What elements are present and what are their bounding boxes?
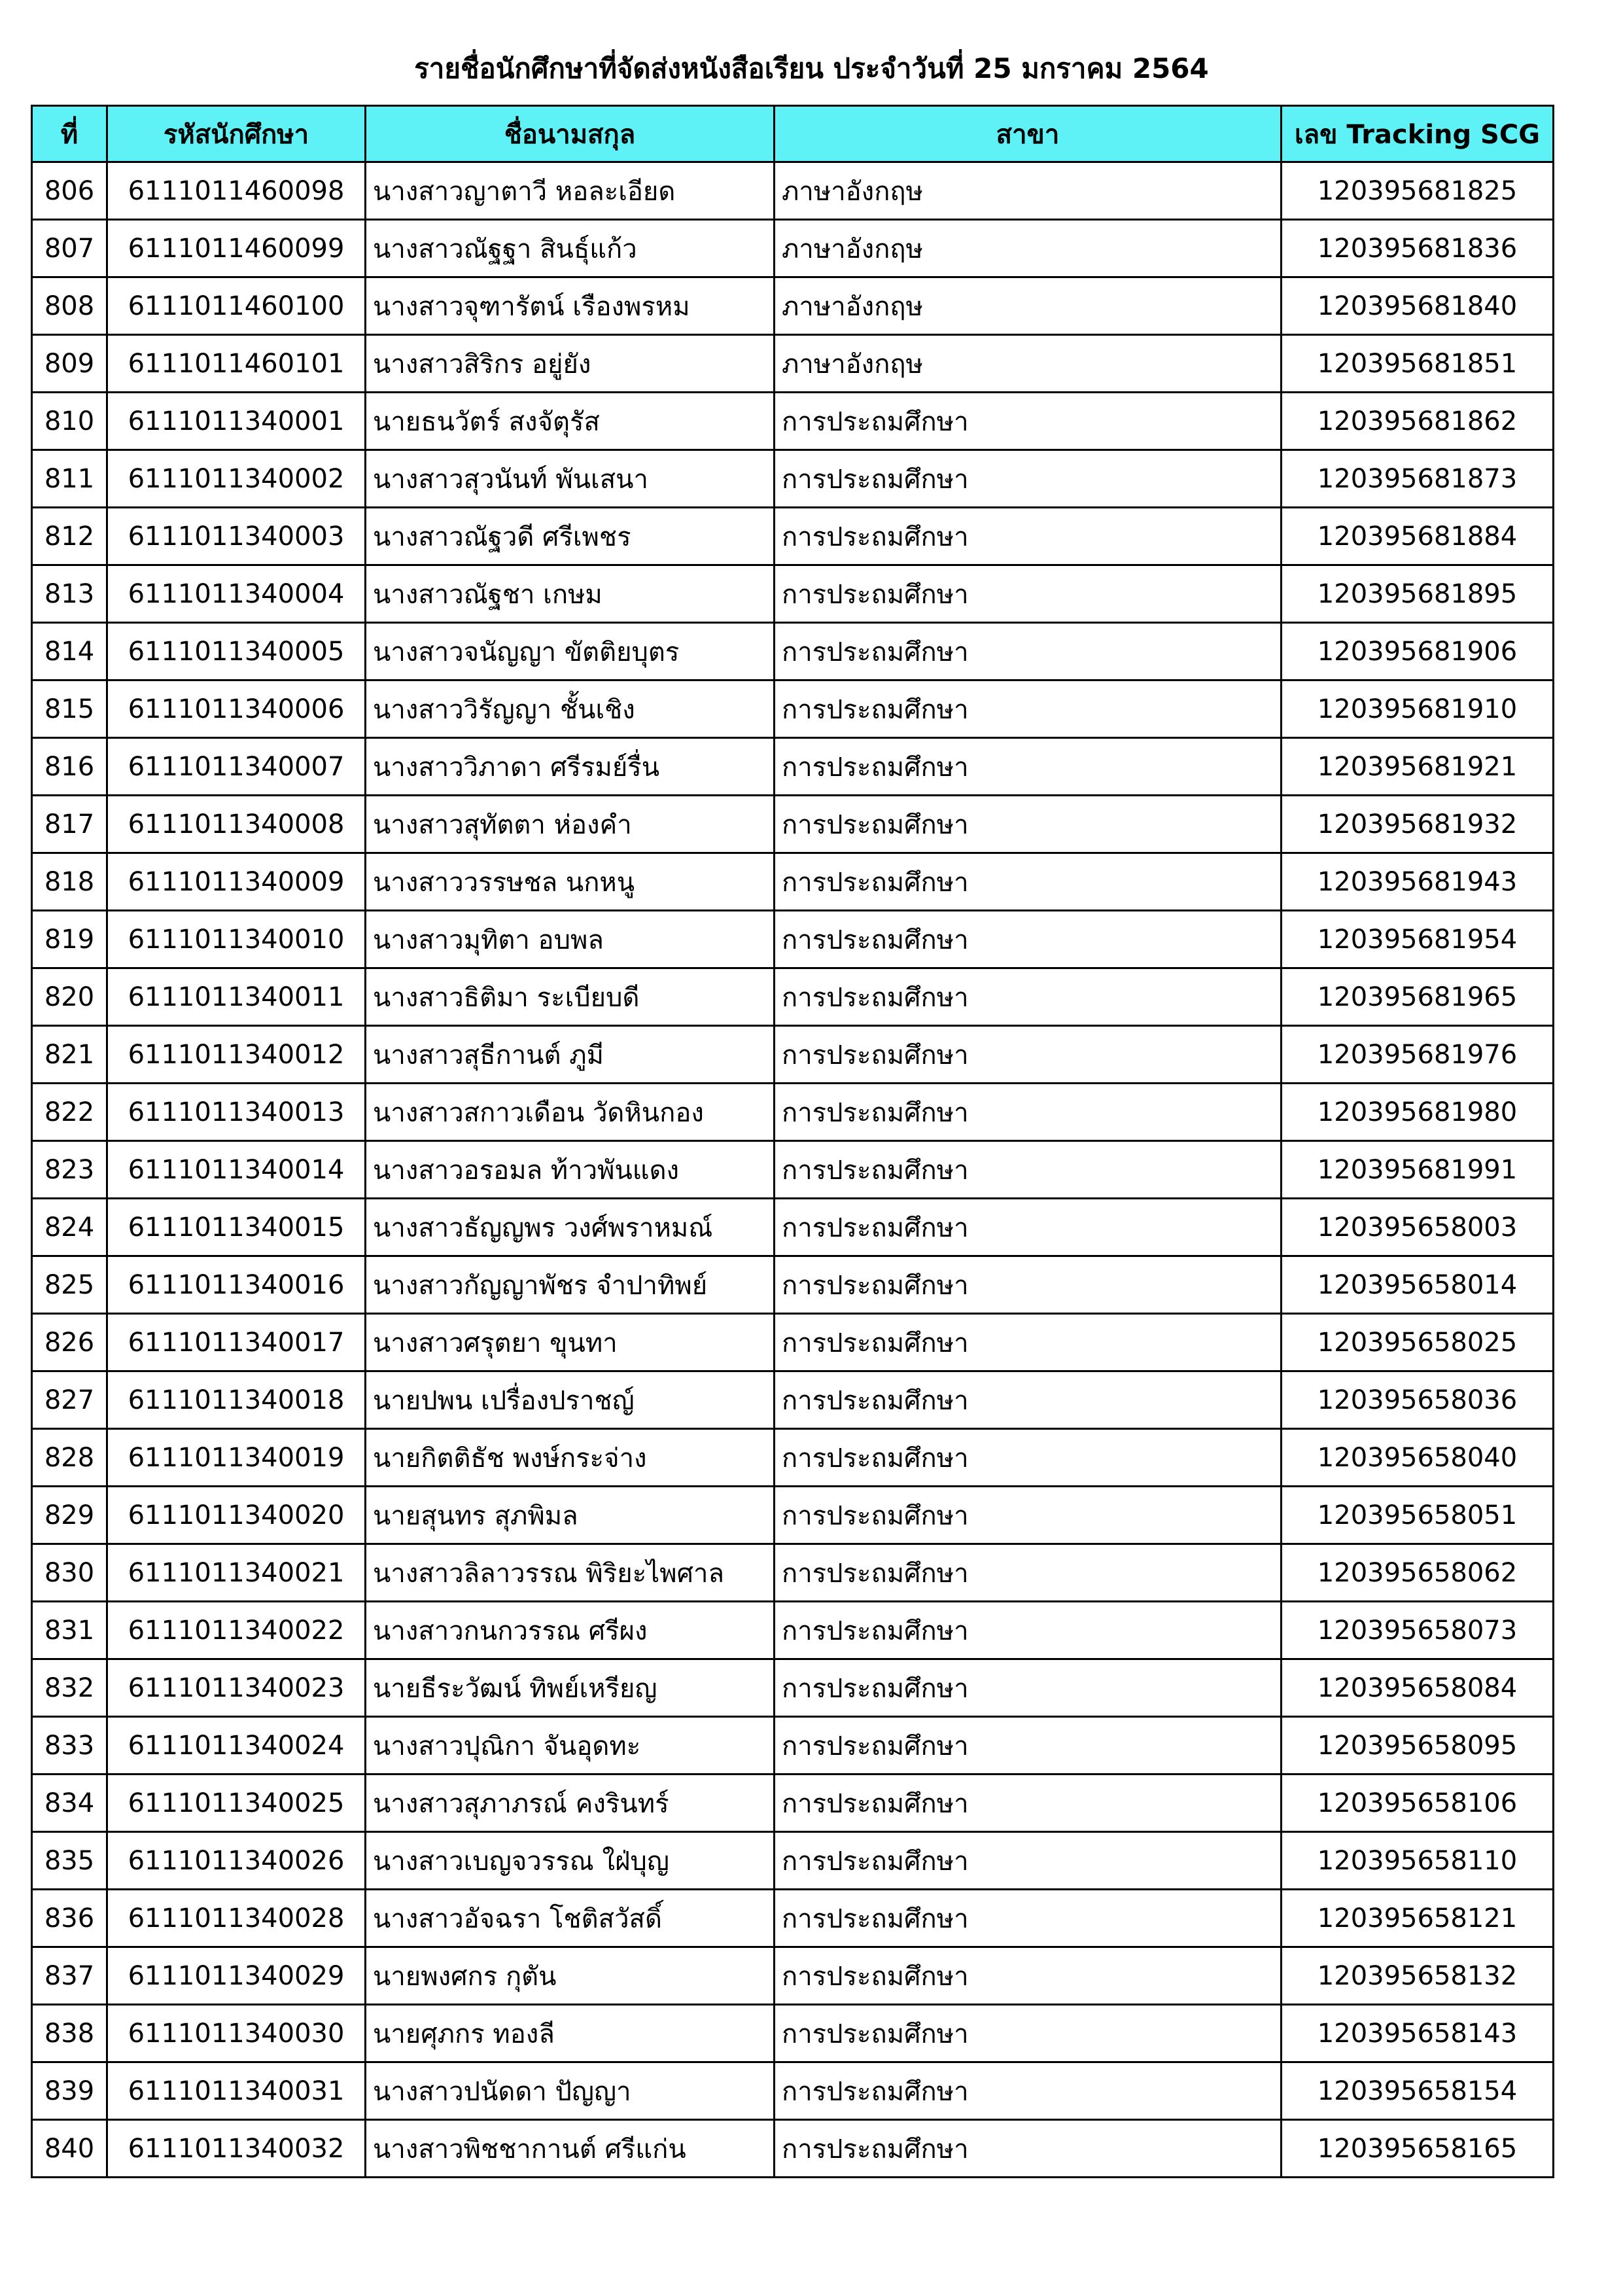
full-name: นางสาวอัจฉรา โชติสวัสดิ์ — [366, 1890, 775, 1947]
column-header-number: ที่ — [32, 106, 107, 162]
major: การประถมศึกษา — [775, 1371, 1282, 1429]
tracking-number: 120395658025 — [1282, 1314, 1554, 1371]
student-id: 6111011340030 — [107, 2005, 366, 2062]
row-number: 810 — [32, 393, 107, 450]
full-name: นางสาวจุฑารัตน์ เรืองพรหม — [366, 277, 775, 335]
major: ภาษาอังกฤษ — [775, 220, 1282, 277]
tracking-number: 120395681921 — [1282, 738, 1554, 796]
full-name: นายธีระวัฒน์ ทิพย์เหรียญ — [366, 1659, 775, 1717]
row-number: 807 — [32, 220, 107, 277]
student-id: 6111011340005 — [107, 623, 366, 680]
table-row — [32, 1141, 1554, 1199]
tracking-number: 120395658121 — [1282, 1890, 1554, 1947]
table-row — [32, 911, 1554, 968]
major: การประถมศึกษา — [775, 1890, 1282, 1947]
table-row — [32, 565, 1554, 623]
full-name: นางสาวลิลาวรรณ พิริยะไพศาล — [366, 1544, 775, 1602]
row-number: 832 — [32, 1659, 107, 1717]
table-row — [32, 623, 1554, 680]
row-number: 821 — [32, 1026, 107, 1084]
table-row — [32, 1084, 1554, 1141]
tracking-number: 120395681954 — [1282, 911, 1554, 968]
row-number: 819 — [32, 911, 107, 968]
major: การประถมศึกษา — [775, 1717, 1282, 1775]
table-row — [32, 220, 1554, 277]
table-row — [32, 508, 1554, 565]
full-name: นางสาวจนัญญา ขัตติยบุตร — [366, 623, 775, 680]
shipment-table — [31, 105, 1554, 2178]
major: การประถมศึกษา — [775, 796, 1282, 853]
tracking-number: 120395658014 — [1282, 1256, 1554, 1314]
row-number: 814 — [32, 623, 107, 680]
full-name: นางสาวญาตาวี หอละเอียด — [366, 162, 775, 220]
table-row — [32, 968, 1554, 1026]
row-number: 839 — [32, 2062, 107, 2120]
tracking-number: 120395658095 — [1282, 1717, 1554, 1775]
student-id: 6111011340009 — [107, 853, 366, 911]
tracking-number: 120395658036 — [1282, 1371, 1554, 1429]
tracking-number: 120395658132 — [1282, 1947, 1554, 2005]
table-row — [32, 1371, 1554, 1429]
tracking-number: 120395681906 — [1282, 623, 1554, 680]
student-id: 6111011340020 — [107, 1487, 366, 1544]
major: การประถมศึกษา — [775, 1429, 1282, 1487]
row-number: 828 — [32, 1429, 107, 1487]
full-name: นางสาวอรอมล ท้าวพันแดง — [366, 1141, 775, 1199]
full-name: นางสาวพิชชากานต์ ศรีแก่น — [366, 2120, 775, 2178]
tracking-number: 120395658003 — [1282, 1199, 1554, 1256]
student-id: 6111011340003 — [107, 508, 366, 565]
tracking-number: 120395658154 — [1282, 2062, 1554, 2120]
student-id: 6111011340012 — [107, 1026, 366, 1084]
row-number: 831 — [32, 1602, 107, 1659]
student-id: 6111011340006 — [107, 680, 366, 738]
row-number: 813 — [32, 565, 107, 623]
major: การประถมศึกษา — [775, 1084, 1282, 1141]
table-row — [32, 1602, 1554, 1659]
table-row — [32, 450, 1554, 508]
student-id: 6111011340004 — [107, 565, 366, 623]
row-number: 830 — [32, 1544, 107, 1602]
major: การประถมศึกษา — [775, 393, 1282, 450]
full-name: นายสุนทร สุภพิมล — [366, 1487, 775, 1544]
tracking-number: 120395681840 — [1282, 277, 1554, 335]
row-number: 837 — [32, 1947, 107, 2005]
student-id: 6111011340008 — [107, 796, 366, 853]
row-number: 816 — [32, 738, 107, 796]
full-name: นายธนวัตร์ สงจัตุรัส — [366, 393, 775, 450]
major: ภาษาอังกฤษ — [775, 277, 1282, 335]
student-id: 6111011340032 — [107, 2120, 366, 2178]
row-number: 836 — [32, 1890, 107, 1947]
table-row — [32, 680, 1554, 738]
full-name: นางสาวสุภาภรณ์ คงรินทร์ — [366, 1775, 775, 1832]
tracking-number: 120395681851 — [1282, 335, 1554, 393]
full-name: นางสาวกนกวรรณ ศรีผง — [366, 1602, 775, 1659]
student-id: 6111011340023 — [107, 1659, 366, 1717]
full-name: นายปพน เปรื่องปราชญ์ — [366, 1371, 775, 1429]
full-name: นางสาววิภาดา ศรีรมย์รื่น — [366, 738, 775, 796]
column-header-tracking: เลข Tracking SCG — [1282, 106, 1554, 162]
tracking-number: 120395681884 — [1282, 508, 1554, 565]
table-row — [32, 162, 1554, 220]
table-row — [32, 1256, 1554, 1314]
tracking-number: 120395681991 — [1282, 1141, 1554, 1199]
row-number: 833 — [32, 1717, 107, 1775]
tracking-number: 120395681932 — [1282, 796, 1554, 853]
tracking-number: 120395681910 — [1282, 680, 1554, 738]
table-row — [32, 1659, 1554, 1717]
full-name: นางสาวธิติมา ระเบียบดี — [366, 968, 775, 1026]
tracking-number: 120395658106 — [1282, 1775, 1554, 1832]
tracking-number: 120395681980 — [1282, 1084, 1554, 1141]
row-number: 818 — [32, 853, 107, 911]
major: การประถมศึกษา — [775, 680, 1282, 738]
major: การประถมศึกษา — [775, 1256, 1282, 1314]
row-number: 838 — [32, 2005, 107, 2062]
table-row — [32, 796, 1554, 853]
row-number: 825 — [32, 1256, 107, 1314]
full-name: นายพงศกร กุตัน — [366, 1947, 775, 2005]
major: การประถมศึกษา — [775, 508, 1282, 565]
full-name: นางสาวปนัดดา ปัญญา — [366, 2062, 775, 2120]
tracking-number: 120395681836 — [1282, 220, 1554, 277]
major: การประถมศึกษา — [775, 1487, 1282, 1544]
full-name: นางสาวสกาวเดือน วัดหินกอง — [366, 1084, 775, 1141]
table-row — [32, 1429, 1554, 1487]
column-header-major: สาขา — [775, 106, 1282, 162]
major: การประถมศึกษา — [775, 2062, 1282, 2120]
major: การประถมศึกษา — [775, 853, 1282, 911]
full-name: นางสาวกัญญาพัชร จำปาทิพย์ — [366, 1256, 775, 1314]
column-header-full-name: ชื่อนามสกุล — [366, 106, 775, 162]
full-name: นางสาวณัฐฐา สินธุ์แก้ว — [366, 220, 775, 277]
table-row — [32, 1544, 1554, 1602]
major: การประถมศึกษา — [775, 1775, 1282, 1832]
student-id: 6111011340022 — [107, 1602, 366, 1659]
full-name: นางสาววรรษชล นกหนู — [366, 853, 775, 911]
table-row — [32, 2120, 1554, 2178]
row-number: 817 — [32, 796, 107, 853]
tracking-number: 120395658084 — [1282, 1659, 1554, 1717]
tracking-number: 120395681976 — [1282, 1026, 1554, 1084]
row-number: 824 — [32, 1199, 107, 1256]
major: ภาษาอังกฤษ — [775, 162, 1282, 220]
table-row — [32, 853, 1554, 911]
row-number: 829 — [32, 1487, 107, 1544]
column-header-student-id: รหัสนักศึกษา — [107, 106, 366, 162]
table-header-row — [32, 106, 1554, 162]
tracking-number: 120395681895 — [1282, 565, 1554, 623]
table-row — [32, 1487, 1554, 1544]
full-name: นางสาวสุทัตตา ห่องคำ — [366, 796, 775, 853]
major: การประถมศึกษา — [775, 2120, 1282, 2178]
full-name: นายกิตติธัช พงษ์กระจ่าง — [366, 1429, 775, 1487]
student-id: 6111011340010 — [107, 911, 366, 968]
student-id: 6111011340013 — [107, 1084, 366, 1141]
major: การประถมศึกษา — [775, 1659, 1282, 1717]
full-name: นางสาวสุธีกานต์ ภูมี — [366, 1026, 775, 1084]
table-row — [32, 2005, 1554, 2062]
student-id: 6111011340031 — [107, 2062, 366, 2120]
major: การประถมศึกษา — [775, 2005, 1282, 2062]
full-name: นางสาวศรุตยา ขุนทา — [366, 1314, 775, 1371]
student-id: 6111011340011 — [107, 968, 366, 1026]
student-id: 6111011340014 — [107, 1141, 366, 1199]
table-row — [32, 277, 1554, 335]
major: การประถมศึกษา — [775, 565, 1282, 623]
student-id: 6111011340021 — [107, 1544, 366, 1602]
student-id: 6111011340018 — [107, 1371, 366, 1429]
page-title: รายชื่อนักศึกษาที่จัดส่งหนังสือเรียน ประจำวันที่ 25 มกราคม 2564 — [414, 52, 1209, 84]
major: การประถมศึกษา — [775, 623, 1282, 680]
row-number: 812 — [32, 508, 107, 565]
full-name: นางสาววิรัญญา ชั้นเชิง — [366, 680, 775, 738]
tracking-number: 120395681873 — [1282, 450, 1554, 508]
student-id: 6111011340017 — [107, 1314, 366, 1371]
major: การประถมศึกษา — [775, 968, 1282, 1026]
student-id: 6111011460099 — [107, 220, 366, 277]
full-name: นางสาวสุวนันท์ พันเสนา — [366, 450, 775, 508]
row-number: 826 — [32, 1314, 107, 1371]
row-number: 840 — [32, 2120, 107, 2178]
tracking-number: 120395658143 — [1282, 2005, 1554, 2062]
full-name: นางสาวณัฐชา เกษม — [366, 565, 775, 623]
student-id: 6111011460100 — [107, 277, 366, 335]
major: การประถมศึกษา — [775, 1832, 1282, 1890]
student-id: 6111011340029 — [107, 1947, 366, 2005]
table-row — [32, 1775, 1554, 1832]
tracking-number: 120395681862 — [1282, 393, 1554, 450]
table-row — [32, 1832, 1554, 1890]
row-number: 822 — [32, 1084, 107, 1141]
student-id: 6111011340016 — [107, 1256, 366, 1314]
tracking-number: 120395681825 — [1282, 162, 1554, 220]
student-id: 6111011340002 — [107, 450, 366, 508]
table-row — [32, 1314, 1554, 1371]
row-number: 811 — [32, 450, 107, 508]
table-body — [32, 162, 1554, 2178]
row-number: 827 — [32, 1371, 107, 1429]
table-row — [32, 1026, 1554, 1084]
table-row — [32, 738, 1554, 796]
tracking-number: 120395658040 — [1282, 1429, 1554, 1487]
major: การประถมศึกษา — [775, 1947, 1282, 2005]
table-row — [32, 1717, 1554, 1775]
major: การประถมศึกษา — [775, 911, 1282, 968]
table-row — [32, 2062, 1554, 2120]
major: การประถมศึกษา — [775, 1602, 1282, 1659]
full-name: นายศุภกร ทองลี — [366, 2005, 775, 2062]
row-number: 823 — [32, 1141, 107, 1199]
row-number: 806 — [32, 162, 107, 220]
row-number: 835 — [32, 1832, 107, 1890]
student-id: 6111011460098 — [107, 162, 366, 220]
full-name: นางสาวมุทิตา อบพล — [366, 911, 775, 968]
row-number: 834 — [32, 1775, 107, 1832]
row-number: 820 — [32, 968, 107, 1026]
major: ภาษาอังกฤษ — [775, 335, 1282, 393]
row-number: 808 — [32, 277, 107, 335]
student-id: 6111011340019 — [107, 1429, 366, 1487]
table-row — [32, 1947, 1554, 2005]
student-id: 6111011340025 — [107, 1775, 366, 1832]
row-number: 815 — [32, 680, 107, 738]
student-id: 6111011340024 — [107, 1717, 366, 1775]
student-id: 6111011460101 — [107, 335, 366, 393]
tracking-number: 120395681943 — [1282, 853, 1554, 911]
major: การประถมศึกษา — [775, 1314, 1282, 1371]
major: การประถมศึกษา — [775, 450, 1282, 508]
major: การประถมศึกษา — [775, 738, 1282, 796]
full-name: นางสาวเบญจวรรณ ใฝ่บุญ — [366, 1832, 775, 1890]
student-id: 6111011340007 — [107, 738, 366, 796]
tracking-number: 120395658062 — [1282, 1544, 1554, 1602]
student-id: 6111011340026 — [107, 1832, 366, 1890]
major: การประถมศึกษา — [775, 1026, 1282, 1084]
tracking-number: 120395681965 — [1282, 968, 1554, 1026]
full-name: นางสาวปุณิกา จันอุดทะ — [366, 1717, 775, 1775]
student-id: 6111011340001 — [107, 393, 366, 450]
student-id: 6111011340015 — [107, 1199, 366, 1256]
full-name: นางสาวธัญญพร วงศ์พราหมณ์ — [366, 1199, 775, 1256]
row-number: 809 — [32, 335, 107, 393]
tracking-number: 120395658165 — [1282, 2120, 1554, 2178]
student-id: 6111011340028 — [107, 1890, 366, 1947]
table-row — [32, 335, 1554, 393]
major: การประถมศึกษา — [775, 1544, 1282, 1602]
major: การประถมศึกษา — [775, 1199, 1282, 1256]
major: การประถมศึกษา — [775, 1141, 1282, 1199]
tracking-number: 120395658073 — [1282, 1602, 1554, 1659]
tracking-number: 120395658110 — [1282, 1832, 1554, 1890]
full-name: นางสาวสิริกร อยู่ยัง — [366, 335, 775, 393]
table-row — [32, 393, 1554, 450]
full-name: นางสาวณัฐวดี ศรีเพชร — [366, 508, 775, 565]
table-row — [32, 1199, 1554, 1256]
table-row — [32, 1890, 1554, 1947]
tracking-number: 120395658051 — [1282, 1487, 1554, 1544]
